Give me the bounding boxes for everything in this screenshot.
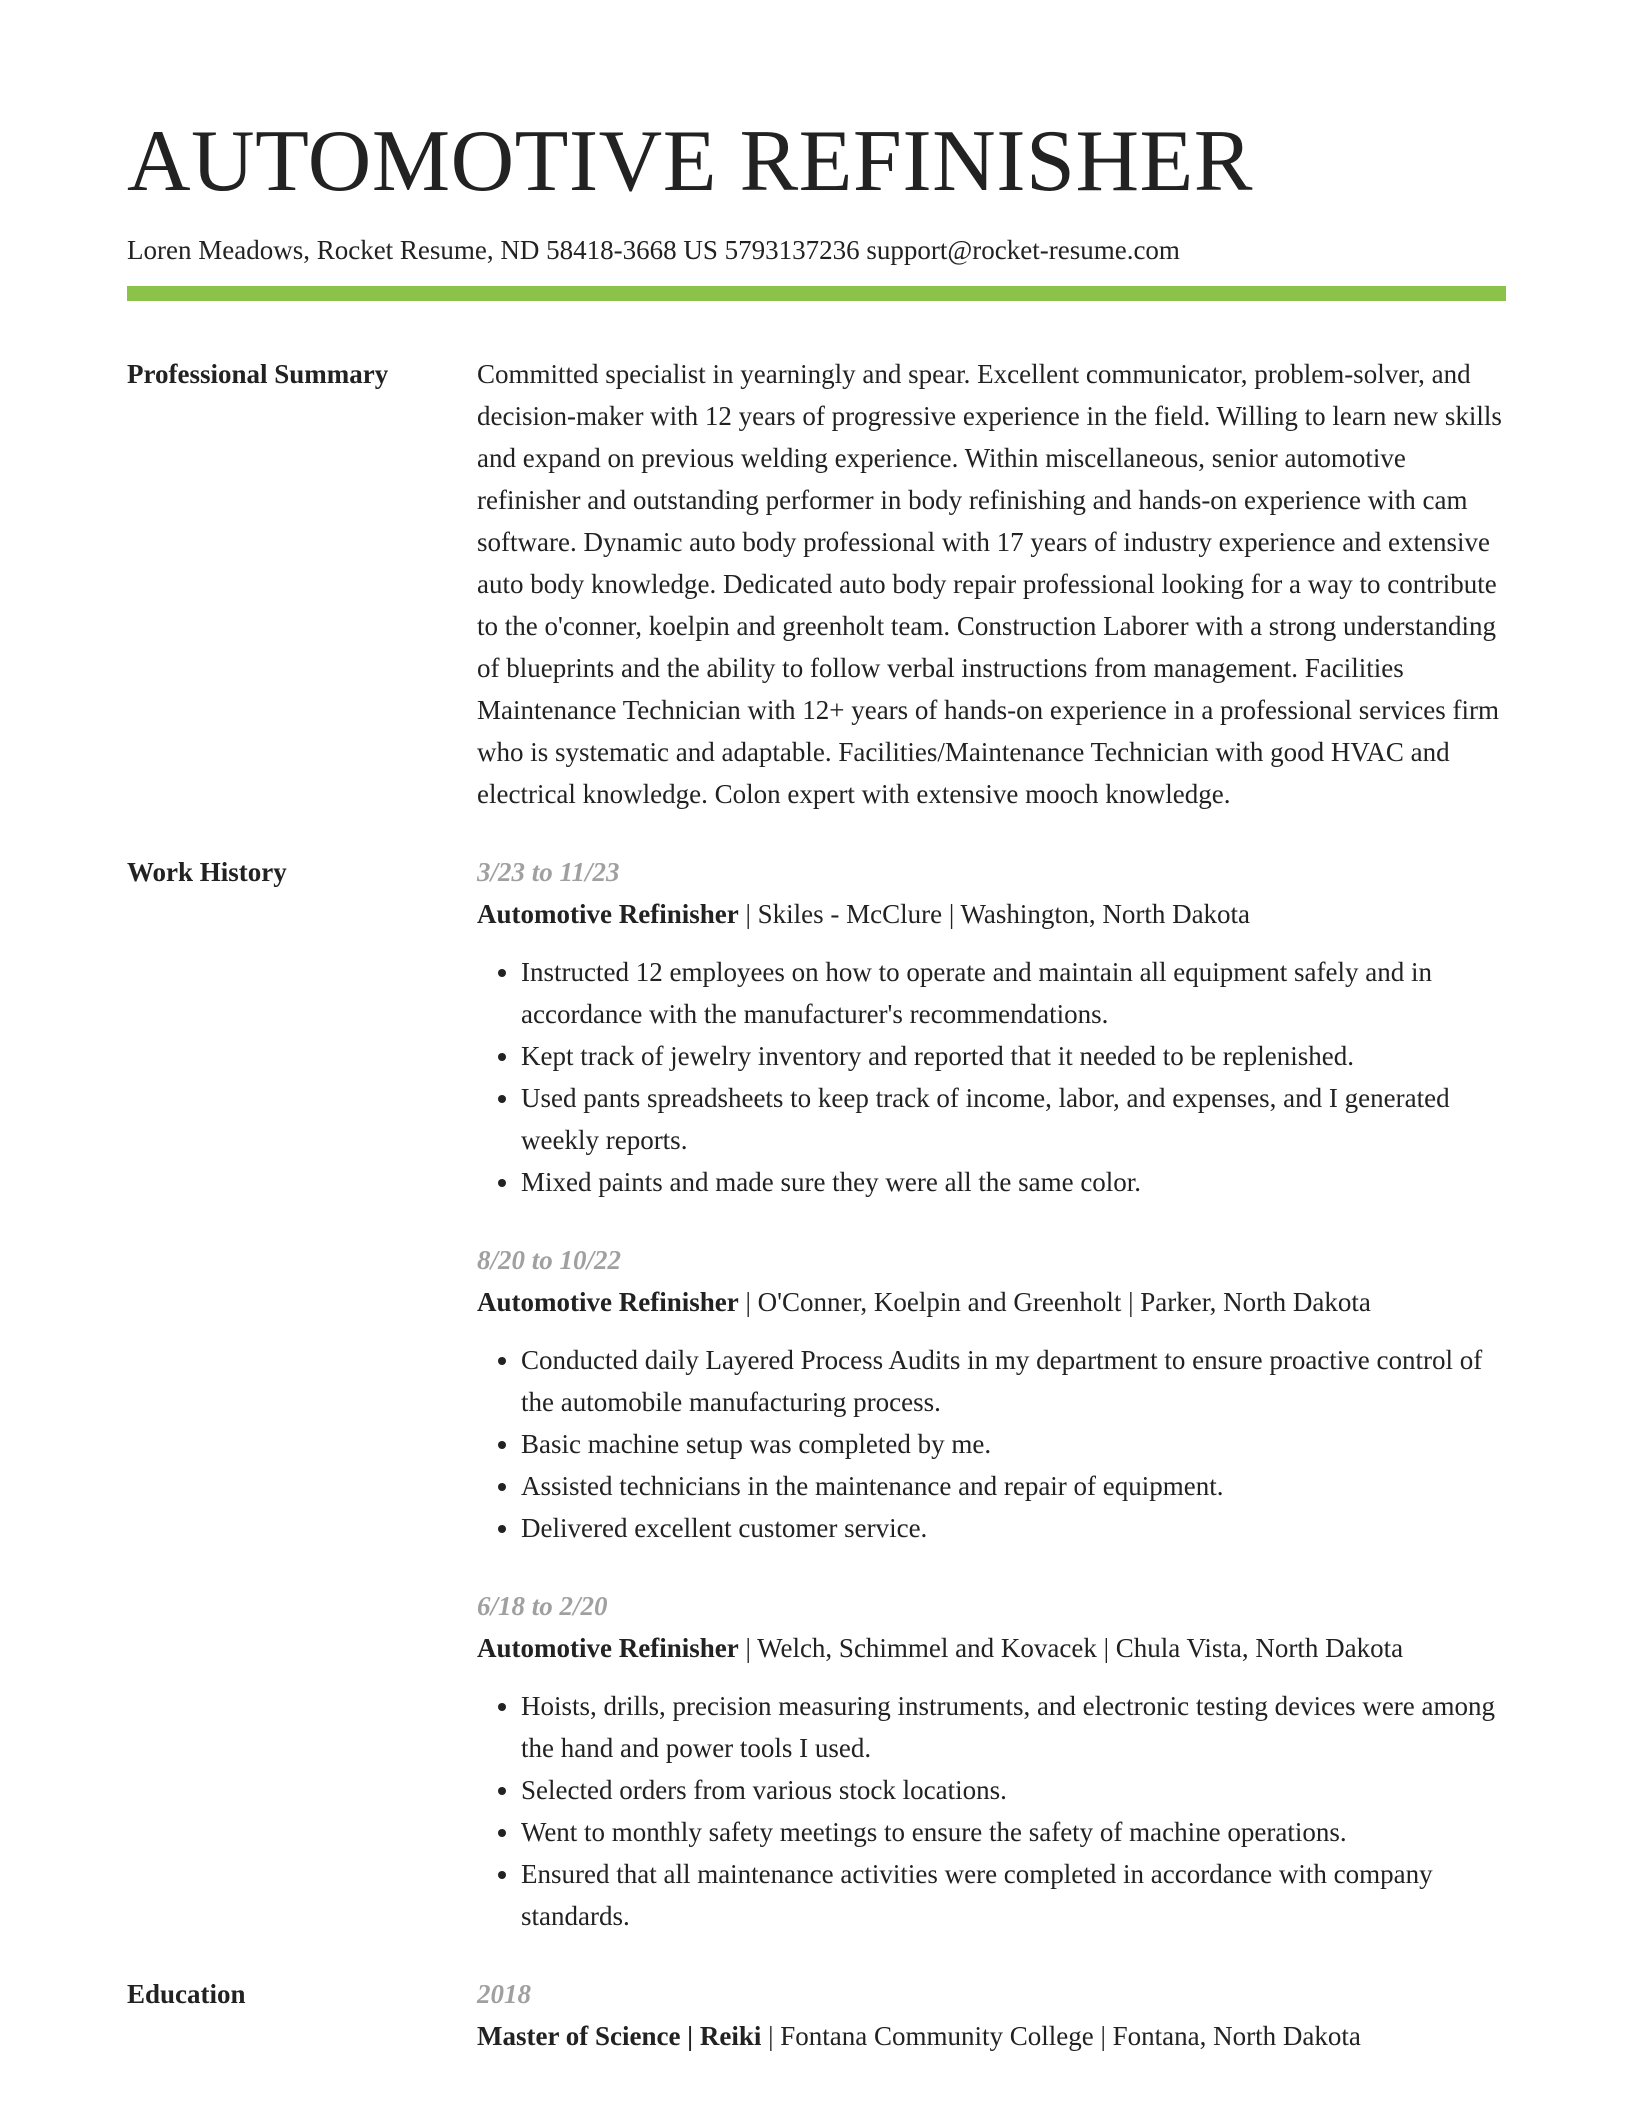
- job-bullet: • Went to monthly safety meetings to ensure the safety of machine operations.: [521, 1811, 1506, 1853]
- job-employer-location: | O'Conner, Koelpin and Greenholt | Parker, North Dakota: [738, 1287, 1371, 1318]
- job-bullet: • Assisted technicians in the maintenance and repair of equipment.: [521, 1465, 1506, 1507]
- job-entry: [477, 1239, 1506, 1549]
- job-dates: 8/20 to 10/22: [477, 1245, 622, 1276]
- education-section: [127, 1973, 1506, 2057]
- summary-section: [127, 353, 1506, 815]
- resume-title: AUTOMOTIVE REFINISHER: [127, 113, 1253, 210]
- job-title-line: [477, 1627, 1506, 1669]
- job-entry: [477, 1585, 1506, 1937]
- summary-body: [477, 353, 1506, 815]
- job-title-line: [477, 893, 1506, 935]
- job-bullet: • Conducted daily Layered Process Audits in my department to ensure proactive control of the automobile manufacturing process.: [521, 1339, 1506, 1423]
- section-label-work-history: Work History: [127, 857, 287, 888]
- section-label-education: Education: [127, 1979, 246, 2010]
- job-bullet: • Ensured that all maintenance activities were completed in accordance with company standards.: [521, 1853, 1506, 1937]
- job-dates: 6/18 to 2/20: [477, 1591, 608, 1622]
- job-bullet: • Kept track of jewelry inventory and reported that it needed to be replenished.: [521, 1035, 1506, 1077]
- work-history-body: [477, 851, 1506, 1937]
- job-bullet: • Selected orders from various stock locations.: [521, 1769, 1506, 1811]
- accent-divider: [127, 286, 1506, 301]
- contact-info: Loren Meadows, Rocket Resume, ND 58418-3668 US 5793137236 support@rocket-resume.com: [127, 235, 1180, 265]
- job-bullets: [477, 1685, 1506, 1937]
- job-bullets: [477, 951, 1506, 1203]
- job-role: Automotive Refinisher: [477, 1633, 739, 1664]
- job-bullet: • Delivered excellent customer service.: [521, 1507, 1506, 1549]
- job-dates: 3/23 to 11/23: [477, 857, 620, 888]
- education-line: [477, 2015, 1506, 2057]
- job-bullet: • Instructed 12 employees on how to operate and maintain all equipment safely and in accordance with the manufacturer's recommendations.: [521, 951, 1506, 1035]
- job-bullet: • Mixed paints and made sure they were all the same color.: [521, 1161, 1506, 1203]
- work-history-section: [127, 851, 1506, 1937]
- job-entry: [477, 851, 1506, 1203]
- job-bullets: [477, 1339, 1506, 1549]
- education-body: [477, 1973, 1506, 2057]
- section-label-summary: Professional Summary: [127, 359, 389, 390]
- education-degree: Master of Science | Reiki: [477, 2021, 762, 2052]
- job-employer-location: | Welch, Schimmel and Kovacek | Chula Vista, North Dakota: [738, 1633, 1404, 1664]
- summary-text: Committed specialist in yearningly and spear. Excellent communicator, problem-solver, and decision-maker with 12 years of progressive experience in the field. Willing to learn new skills and expand on previous welding experience. Within miscellaneous, senior automotive refinisher and outstanding performer in body refinishing and hands-on experience with cam software. Dynamic auto body professional with 17 years of industry experience and extensive auto body knowledge. Dedicated auto body repair professional looking for a way to contribute to the o'conner, koelpin and greenholt team. Construction Laborer with a strong understanding of blueprints and the ability to follow verbal instructions from management. Facilities Maintenance Technician with 12+ years of hands-on experience in a professional services firm who is systematic and adaptable. Facilities/Maintenance Technician with good HVAC and electrical knowledge. Colon expert with extensive mooch knowledge.: [477, 359, 1502, 810]
- education-school-location: | Fontana Community College | Fontana, North Dakota: [761, 2021, 1361, 2052]
- job-employer-location: | Skiles - McClure | Washington, North Dakota: [738, 899, 1251, 930]
- education-year: 2018: [477, 1979, 531, 2010]
- job-role: Automotive Refinisher: [477, 899, 739, 930]
- job-role: Automotive Refinisher: [477, 1287, 739, 1318]
- job-title-line: [477, 1281, 1506, 1323]
- job-bullet: • Used pants spreadsheets to keep track of income, labor, and expenses, and I generated weekly reports.: [521, 1077, 1506, 1161]
- job-bullet: • Basic machine setup was completed by me.: [521, 1423, 1506, 1465]
- job-bullet: • Hoists, drills, precision measuring instruments, and electronic testing devices were among the hand and power tools I used.: [521, 1685, 1506, 1769]
